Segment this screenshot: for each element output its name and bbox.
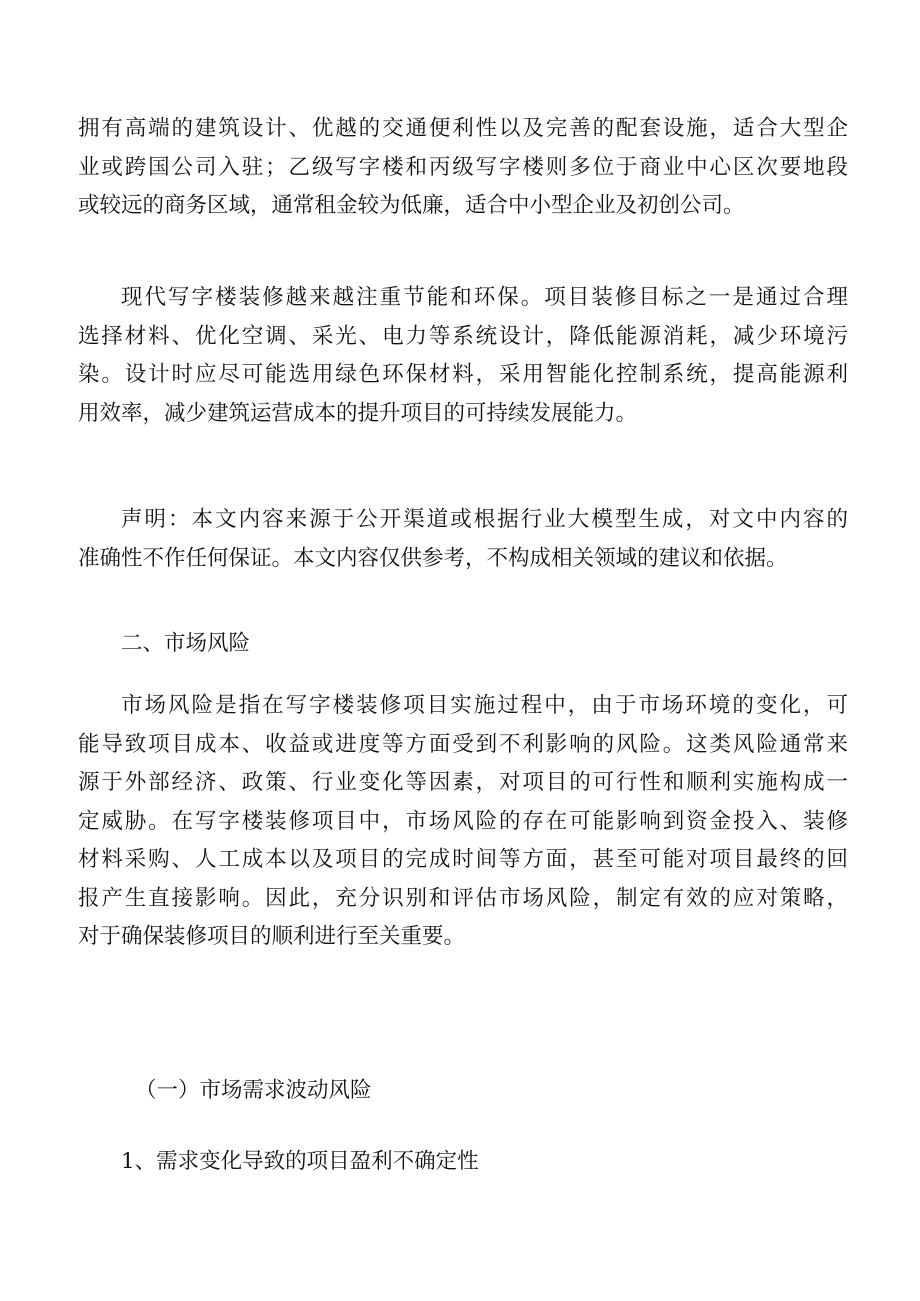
text-line: 对于确保装修项目的顺利进行至关重要。 bbox=[78, 924, 466, 949]
text-line: 市场风险是指在写字楼装修项目实施过程中，由于市场环境的变化，可 bbox=[121, 693, 848, 718]
text-line: 声明：本文内容来源于公开渠道或根据行业大模型生成，对文中内容的 bbox=[121, 507, 848, 532]
subsection-heading-profit-uncertainty: 1、需求变化导致的项目盈利不确定性 bbox=[121, 1149, 479, 1174]
text-line: 用效率，减少建筑运营成本的提升项目的可持续发展能力。 bbox=[78, 400, 638, 426]
text-line: 业或跨国公司入驻；乙级写字楼和丙级写字楼则多位于商业中心区次要地段 bbox=[78, 154, 848, 180]
paragraph-energy-saving bbox=[78, 279, 848, 433]
text-line: 拥有高端的建筑设计、优越的交通便利性以及完善的配套设施，适合大型企 bbox=[78, 116, 848, 141]
text-line: 准确性不作任何保证。本文内容仅供参考，不构成相关领域的建议和依据。 bbox=[78, 545, 788, 571]
paragraph-disclaimer bbox=[78, 501, 848, 578]
text-line: 选择材料、优化空调、采光、电力等系统设计，降低能源消耗，减少环境污 bbox=[78, 323, 848, 349]
text-line: 报产生直接影响。因此，充分识别和评估市场风险，制定有效的应对策略， bbox=[78, 885, 848, 911]
paragraph-market-risk-definition bbox=[78, 687, 848, 957]
subsection-heading-demand-fluctuation: （一）市场需求波动风险 bbox=[135, 1078, 372, 1103]
text-line: 或较远的商务区域，通常租金较为低廉，适合中小型企业及初创公司。 bbox=[78, 193, 745, 218]
text-line: 染。设计时应尽可能选用绿色环保材料，采用智能化控制系统，提高能源利 bbox=[78, 362, 848, 387]
text-line: 能导致项目成本、收益或进度等方面受到不利影响的风险。这类风险通常来 bbox=[78, 731, 848, 757]
text-line: 现代写字楼装修越来越注重节能和环保。项目装修目标之一是通过合理 bbox=[121, 285, 848, 310]
text-line: 材料采购、人工成本以及项目的完成时间等方面，甚至可能对项目最终的回 bbox=[78, 847, 848, 872]
text-line: 源于外部经济、政策、行业变化等因素，对项目的可行性和顺利实施构成一 bbox=[78, 770, 848, 795]
text-line: 定威胁。在写字楼装修项目中，市场风险的存在可能影响到资金投入、装修 bbox=[78, 808, 848, 834]
paragraph-building-grades bbox=[78, 110, 848, 226]
section-heading-market-risk: 二、市场风险 bbox=[121, 631, 251, 656]
